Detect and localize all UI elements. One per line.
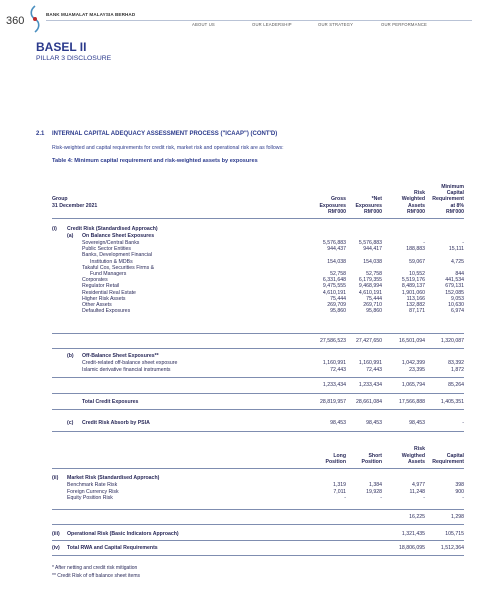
row-a-5-value-2: 8,489,137	[401, 283, 425, 290]
row-a-4-value-0: 6,331,648	[322, 277, 346, 284]
total-credit-label: Total Credit Exposures	[82, 399, 139, 405]
row-a-6-value-3: 152,085	[445, 289, 464, 296]
section-iv-rwa: 18,806,095	[399, 545, 425, 551]
col-head-3-line-2: Requirement	[432, 196, 464, 203]
row-a-2-value-3: 4,725	[451, 258, 464, 265]
row-a-0-label-0: Sovereign/Central Banks	[82, 240, 140, 246]
row-b-0-value-1: 1,160,991	[358, 360, 382, 366]
col-head-0-line-1: Exposures	[319, 202, 346, 209]
section-c-rule	[52, 431, 464, 432]
section-iii-number: (iii)	[52, 531, 60, 537]
row-a-7-value-1: 75,444	[366, 295, 382, 302]
subtotal-a-value-3: 1,320,087	[440, 338, 464, 344]
col-head-0-line-2: RM'000	[328, 208, 346, 215]
row-a-5-value-0: 9,475,555	[322, 283, 346, 290]
row-a-2-value-2: 59,067	[409, 258, 425, 265]
row-b-0-label: Credit-related off-balance sheet exposure	[82, 360, 178, 366]
col-head-3-line-3: at 8%	[450, 202, 464, 209]
table-caption: Table 4: Minimum capital requirement and risk-weighted assets by exposures	[52, 158, 258, 164]
section-iv-label: Total RWA and Capital Requirements	[67, 545, 158, 551]
subtotal-b-value-1: 1,233,434	[358, 382, 382, 388]
col-head-2-line-3: RM'000	[407, 208, 425, 215]
row-a-9-value-0: 95,860	[330, 308, 346, 315]
col-head-0-line-0: Gross	[331, 196, 346, 203]
section-c-value-1: 98,453	[366, 420, 382, 426]
market-row-2-value-2: -	[423, 495, 425, 502]
header-divider	[46, 20, 472, 21]
date-label: 31 December 2021	[52, 203, 98, 209]
market-row-1-value-3: 900	[455, 488, 464, 495]
section-iv-capital: 1,512,364	[440, 545, 464, 551]
page-number: 360	[6, 15, 25, 27]
row-a-9-value-1: 95,860	[366, 308, 382, 315]
row-a-5-label-0: Regulator Retail	[82, 283, 120, 290]
row-b-1-label: Islamic derivative financial instruments	[82, 366, 171, 373]
section-c-value-2: 98,453	[409, 420, 425, 426]
row-a-8-value-2: 132,882	[406, 302, 425, 308]
row-a-6-label-0: Residential Real Estate	[82, 289, 136, 296]
row-a-3-label-0: Takaful Cos, Securities Firms &	[82, 264, 155, 271]
row-a-9-value-2: 87,171	[409, 308, 425, 315]
row-a-8-value-1: 269,710	[363, 302, 382, 308]
row-a-3-value-3: 844	[455, 271, 464, 277]
section-c-value-0: 98,453	[330, 420, 346, 426]
row-a-3-value-2: 10,552	[409, 271, 425, 277]
nav-our-performance[interactable]: OUR PERFORMANCE	[381, 22, 428, 27]
market-col-head-2-line-2: Assets	[407, 458, 425, 465]
market-header-rule	[52, 468, 464, 469]
row-a-1-value-1: 944,417	[363, 246, 382, 253]
market-row-0-value-3: 398	[455, 482, 464, 488]
row-a-4-label-0: Corporates	[82, 277, 108, 284]
total-credit-value-0: 28,819,957	[320, 399, 346, 405]
market-col-head-0-line-0: Long	[333, 452, 346, 459]
bank-name: BANK MUAMALAT MALAYSIA BERHAD	[46, 12, 136, 17]
market-col-head-2-line-0: Risk	[414, 446, 425, 453]
row-a-1-label-0: Public Sector Entities	[82, 246, 132, 253]
row-a-3-value-0: 52,758	[330, 271, 346, 277]
col-head-2-line-1: Weighted	[401, 196, 425, 203]
row-a-6-value-1: 4,610,191	[358, 289, 382, 296]
col-head-1-line-0: *Net	[371, 196, 382, 203]
total-credit-value-1: 28,661,084	[356, 399, 382, 405]
row-a-0-value-2: -	[423, 240, 425, 246]
row-a-6-value-0: 4,610,191	[322, 289, 346, 296]
section-i-number: (i)	[52, 226, 57, 232]
row-a-2-value-1: 154,038	[363, 258, 382, 265]
market-row-2-value-0: -	[344, 495, 346, 502]
row-a-7-value-2: 113,166	[406, 295, 425, 302]
section-iii-label: Operational Risk (Basic Indicators Approach)	[67, 531, 179, 537]
row-a-0-value-3: -	[462, 240, 464, 246]
row-a-2-label-0: Banks, Development Financial	[82, 252, 153, 259]
total-credit-value-2: 17,566,888	[399, 399, 425, 405]
market-row-1-value-0: 7,011	[333, 488, 346, 495]
market-col-head-0-line-1: Position	[325, 458, 346, 465]
section-c-label: Credit Risk Absorb by PSIA	[82, 420, 150, 426]
section-b-title: Off-Balance Sheet Exposures**	[82, 353, 159, 359]
row-b-1-value-2: 23,395	[409, 366, 425, 373]
row-a-9-label-0: Defaulted Exposures	[82, 308, 131, 315]
row-a-7-label-0: Higher Risk Assets	[82, 295, 126, 302]
row-b-1-value-1: 72,443	[366, 366, 382, 373]
row-b-1-value-0: 72,443	[330, 366, 346, 373]
subtotal-a-bottom-rule	[52, 348, 464, 349]
subtotal-b-rule	[52, 377, 464, 378]
group-label: Group	[52, 196, 68, 202]
subtotal-a-value-0: 27,586,523	[320, 338, 346, 344]
col-head-3-line-4: RM'000	[446, 208, 464, 215]
section-iv-rule	[52, 555, 464, 556]
market-subtotal-rule	[52, 509, 464, 510]
row-a-1-value-3: 15,111	[448, 246, 464, 253]
market-subtotal-bottom-rule	[52, 524, 464, 525]
row-a-4-value-3: 441,534	[445, 277, 464, 284]
market-row-1-label: Foreign Currency Risk	[67, 488, 119, 495]
section-iv-number: (iv)	[52, 545, 60, 551]
section-iii-capital: 105,715	[445, 531, 464, 537]
row-a-8-label-0: Other Assets	[82, 302, 112, 308]
market-row-1-value-2: 11,248	[409, 488, 425, 495]
row-b-1-value-3: 1,872	[451, 366, 464, 373]
page-title: BASEL II	[36, 40, 87, 54]
row-a-3-label-1: Fund Managers	[90, 271, 127, 277]
market-col-head-2-line-1: Weigthed	[401, 452, 425, 459]
row-a-1-value-2: 188,883	[406, 246, 425, 253]
market-row-2-label: Equity Position Risk	[67, 495, 113, 502]
row-a-2-label-1: Institution & MDBs	[90, 258, 133, 265]
market-row-1-value-1: 19,928	[366, 488, 382, 495]
col-head-2-line-0: Risk	[414, 190, 425, 197]
row-a-7-value-0: 75,444	[330, 295, 346, 302]
market-subtotal-rwa: 16,225	[409, 514, 425, 520]
footnote-net-exposures: * After netting and credit risk mitigation	[52, 565, 138, 571]
section-a-title: On Balance Sheet Exposures	[82, 233, 155, 239]
section-i-title: Credit Risk (Standardised Approach)	[67, 226, 158, 232]
row-a-9-value-3: 6,974	[451, 308, 464, 315]
section-iii-rule	[52, 540, 464, 541]
section-number: 2.1	[36, 131, 45, 137]
subtotal-a-value-1: 27,427,650	[356, 338, 382, 344]
section-b-number: (b)	[67, 353, 74, 359]
row-a-1-value-0: 944,437	[327, 246, 346, 253]
col-head-3-line-1: Capital	[446, 190, 464, 197]
row-b-0-value-3: 83,392	[448, 360, 464, 366]
subtotal-b-value-2: 1,065,794	[401, 382, 425, 388]
subtotal-b-bottom-rule	[52, 393, 464, 394]
market-row-0-label: Benchmark Rate Risk	[67, 482, 118, 488]
row-a-5-value-1: 9,468,994	[358, 283, 382, 290]
col-head-2-line-2: Assets	[407, 202, 425, 209]
market-col-head-1-line-0: Short	[368, 452, 382, 459]
row-a-4-value-2: 5,519,176	[401, 277, 425, 284]
market-col-head-3-line-0: Capital	[446, 452, 464, 459]
market-col-head-3-line-1: Requirement	[432, 458, 464, 465]
row-a-4-value-1: 6,179,355	[358, 277, 382, 284]
nav-about-us[interactable]: ABOUT US	[192, 22, 215, 27]
nav-our-strategy[interactable]: OUR STRATEGY	[318, 22, 354, 27]
bank-logo-icon	[28, 4, 42, 34]
market-row-0-value-1: 1,384	[369, 482, 382, 488]
total-credit-value-3: 1,405,351	[440, 399, 464, 405]
row-a-2-value-0: 154,038	[327, 258, 346, 265]
market-col-head-1-line-1: Position	[361, 458, 382, 465]
section-c-value-3: -	[462, 420, 464, 426]
row-a-8-value-3: 10,630	[448, 302, 464, 308]
subtotal-a-rule	[52, 333, 464, 334]
subtotal-a-value-2: 16,501,094	[399, 338, 425, 344]
header-rule	[52, 218, 464, 219]
section-intro: Risk-weighted and capital requirements for credit risk, market risk and operational risk are as follows:	[52, 145, 284, 151]
total-credit-rule	[52, 409, 464, 410]
col-head-1-line-2: RM'000	[364, 208, 382, 215]
row-a-5-value-3: 679,131	[445, 283, 464, 290]
section-title: INTERNAL CAPITAL ADEQUACY ASSESSMENT PROCESS ("ICAAP") (CONT'D)	[52, 131, 278, 137]
section-iii-rwa: 1,321,435	[401, 531, 425, 537]
row-a-6-value-2: 1,901,060	[401, 289, 425, 296]
row-b-0-value-0: 1,160,991	[322, 360, 346, 366]
subtotal-b-value-0: 1,233,434	[322, 382, 346, 388]
subtotal-b-value-3: 85,264	[448, 382, 464, 388]
col-head-1-line-1: Exposures	[355, 202, 382, 209]
page-subtitle: PILLAR 3 DISCLOSURE	[36, 55, 112, 62]
row-a-3-value-1: 52,758	[366, 271, 382, 277]
market-row-2-value-1: -	[380, 495, 382, 502]
footnote-off-balance: ** Credit Risk of off balance sheet items	[52, 573, 141, 579]
market-row-0-value-2: 4,977	[412, 482, 425, 488]
section-a-number: (a)	[67, 233, 74, 239]
section-c-number: (c)	[67, 420, 74, 426]
nav-our-leadership[interactable]: OUR LEADERSHIP	[252, 22, 292, 27]
row-a-0-value-0: 5,576,883	[322, 240, 346, 246]
section-ii-title: Market Risk (Standardised Approach)	[67, 475, 160, 481]
row-a-0-value-1: 5,576,883	[358, 240, 382, 246]
row-a-7-value-3: 9,053	[451, 295, 464, 302]
row-b-0-value-2: 1,042,399	[401, 360, 425, 366]
market-row-2-value-3: -	[462, 495, 464, 502]
section-ii-number: (ii)	[52, 475, 59, 481]
row-a-8-value-0: 269,709	[327, 302, 346, 308]
market-subtotal-capital: 1,298	[451, 514, 464, 520]
col-head-3-line-0: Minimum	[441, 184, 464, 190]
market-row-0-value-0: 1,319	[333, 482, 346, 488]
